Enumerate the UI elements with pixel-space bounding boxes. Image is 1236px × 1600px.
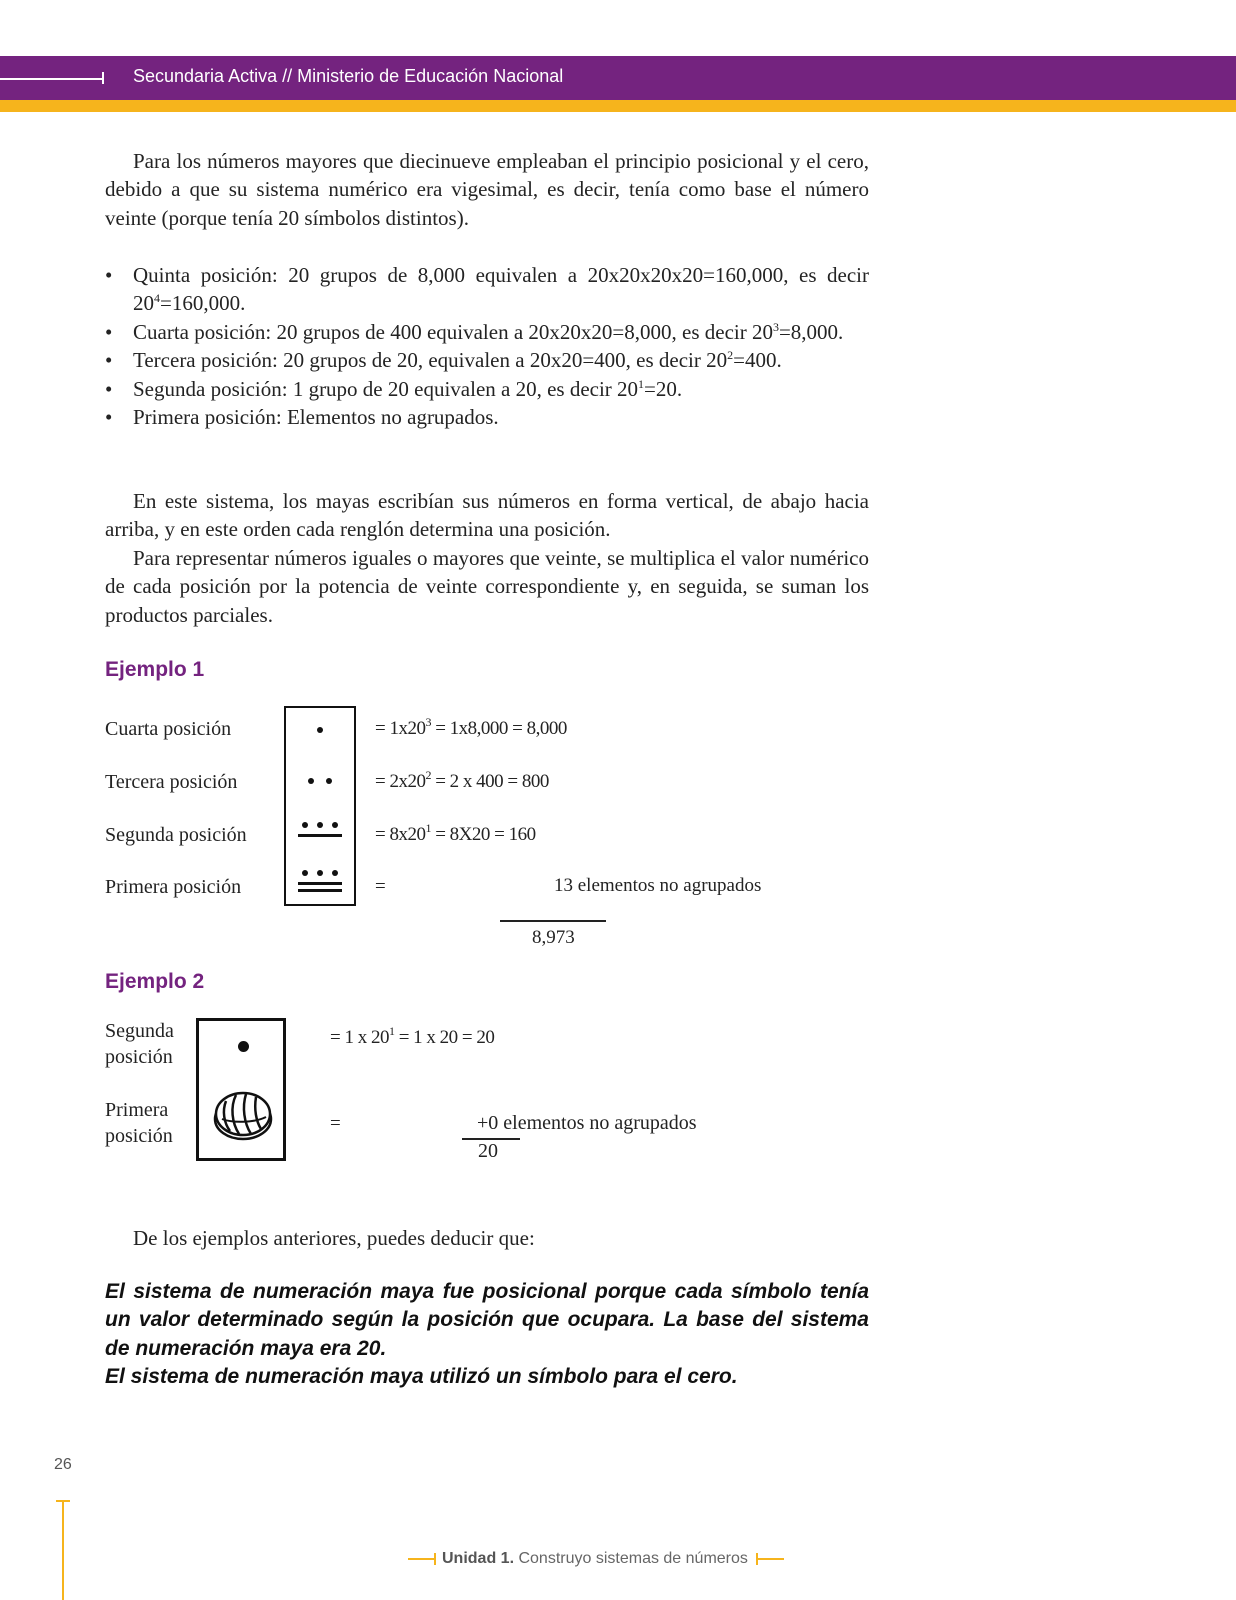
example1-label-2: Segunda posición xyxy=(105,824,247,846)
example2-label-2a: Segunda xyxy=(105,1020,174,1042)
maya-dot xyxy=(326,778,332,784)
list-item: • Cuarta posición: 20 grupos de 400 equivalen a 20x20x20=8,000, es decir $20^3=8,000$. xyxy=(105,318,869,346)
maya-dot xyxy=(238,1041,249,1052)
maya-dot xyxy=(317,822,323,828)
list-item: • Primera posición: Elementos no agrupados. xyxy=(105,403,869,431)
example1-ungrouped: 13 elementos no agrupados xyxy=(554,875,762,896)
maya-dot xyxy=(317,727,323,733)
conclusion-paragraph-1: El sistema de numeración maya fue posicional porque cada símbolo tenía un valor determinado según la posición que ocupara. La base del sistema de numeración maya era 20. xyxy=(105,1280,869,1360)
example1-label-1: Primera posición xyxy=(105,876,242,898)
explanation-paragraph-1: En este sistema, los mayas escribían sus números en forma vertical, de abajo hacia arriba, y en este orden cada renglón determina una posición. xyxy=(105,489,869,542)
intro-paragraph: Para los números mayores que diecinueve empleaban el principio posicional y el cero, debido a que su sistema numérico era vigesimal, es decir, tenía como base el número veinte (porque tenía 20 símbolos distintos). xyxy=(105,149,869,230)
maya-numeral-box-1 xyxy=(284,706,356,906)
explanation-paragraph-2: Para representar números iguales o mayores que veinte, se multiplica el valor numérico de cada posición por la potencia de veinte correspondiente y, en seguida, se suman los productos parciales. xyxy=(105,545,869,627)
sum-line xyxy=(500,920,606,922)
example2-equation-1: = xyxy=(330,1113,341,1134)
footer-unit-title: Construyo sistemas de números xyxy=(518,1550,748,1567)
list-item: • Segunda posición: 1 grupo de 20 equivalen a 20, es decir $20^1=20$. xyxy=(105,375,869,403)
example2-ungrouped: +0 elementos no agrupados xyxy=(477,1112,697,1134)
position-list xyxy=(105,261,869,431)
maya-bar xyxy=(298,834,342,837)
footer-line-right xyxy=(756,1558,784,1560)
list-item: • Quinta posición: 20 grupos de 8,000 equivalen a 20x20x20x20=160,000, es decir $20^4=160,000$. xyxy=(105,261,869,318)
maya-numeral-box-2 xyxy=(196,1018,286,1161)
example1-equation-3: = $2x20^2 = 2$ x 400 = 800 xyxy=(375,768,549,792)
example1-equation-2: = $8x20^1 = 8X20 = 160$ xyxy=(375,821,536,845)
example1-label-3: Tercera posición xyxy=(105,771,238,793)
header-stripe xyxy=(0,100,1236,112)
deduce-text: De los ejemplos anteriores, puedes deducir que: xyxy=(133,1226,535,1250)
list-item: • Tercera posición: 20 grupos de 20, equivalen a 20x20=400, es decir $20^2=400$. xyxy=(105,346,869,374)
page-number: 26 xyxy=(54,1456,72,1473)
maya-dot xyxy=(302,822,308,828)
example1-heading: Ejemplo 1 xyxy=(105,658,205,681)
footer-line-left xyxy=(408,1558,436,1560)
header-tick xyxy=(102,72,104,84)
example1-equation-4: = $1x20^3 = 1x8,000 = 8,000$ xyxy=(375,715,567,739)
example2-equation-2: = 1 x $20^1 = 1$ x 20 = 20 xyxy=(330,1024,495,1048)
explanation-section xyxy=(105,487,869,629)
example2-label-1b: posición xyxy=(105,1125,173,1147)
example1-equation-1: = xyxy=(375,876,386,897)
footer-unit: Unidad 1. xyxy=(442,1550,515,1567)
example2-label-1a: Primera xyxy=(105,1099,169,1121)
example1-total: 8,973 xyxy=(532,927,575,948)
example1-label-4: Cuarta posición xyxy=(105,718,232,740)
maya-bar xyxy=(298,882,342,885)
example2-heading: Ejemplo 2 xyxy=(105,970,205,993)
footer xyxy=(408,1550,784,1572)
conclusion xyxy=(105,1278,869,1392)
conclusion-paragraph-2: El sistema de numeración maya utilizó un símbolo para el cero. xyxy=(105,1365,738,1389)
maya-bar xyxy=(298,889,342,892)
maya-dot xyxy=(332,822,338,828)
example2-label-2b: posición xyxy=(105,1046,173,1068)
maya-zero-shell-icon xyxy=(212,1089,274,1141)
maya-dot xyxy=(308,778,314,784)
left-rule xyxy=(62,1500,64,1600)
maya-dot xyxy=(302,870,308,876)
example2-total: 20 xyxy=(478,1140,498,1162)
deduce-section xyxy=(105,1224,869,1252)
intro-section xyxy=(105,147,869,232)
maya-dot xyxy=(332,870,338,876)
header-title: Secundaria Activa // Ministerio de Educación Nacional xyxy=(133,66,564,86)
header-line xyxy=(0,78,103,80)
maya-dot xyxy=(317,870,323,876)
